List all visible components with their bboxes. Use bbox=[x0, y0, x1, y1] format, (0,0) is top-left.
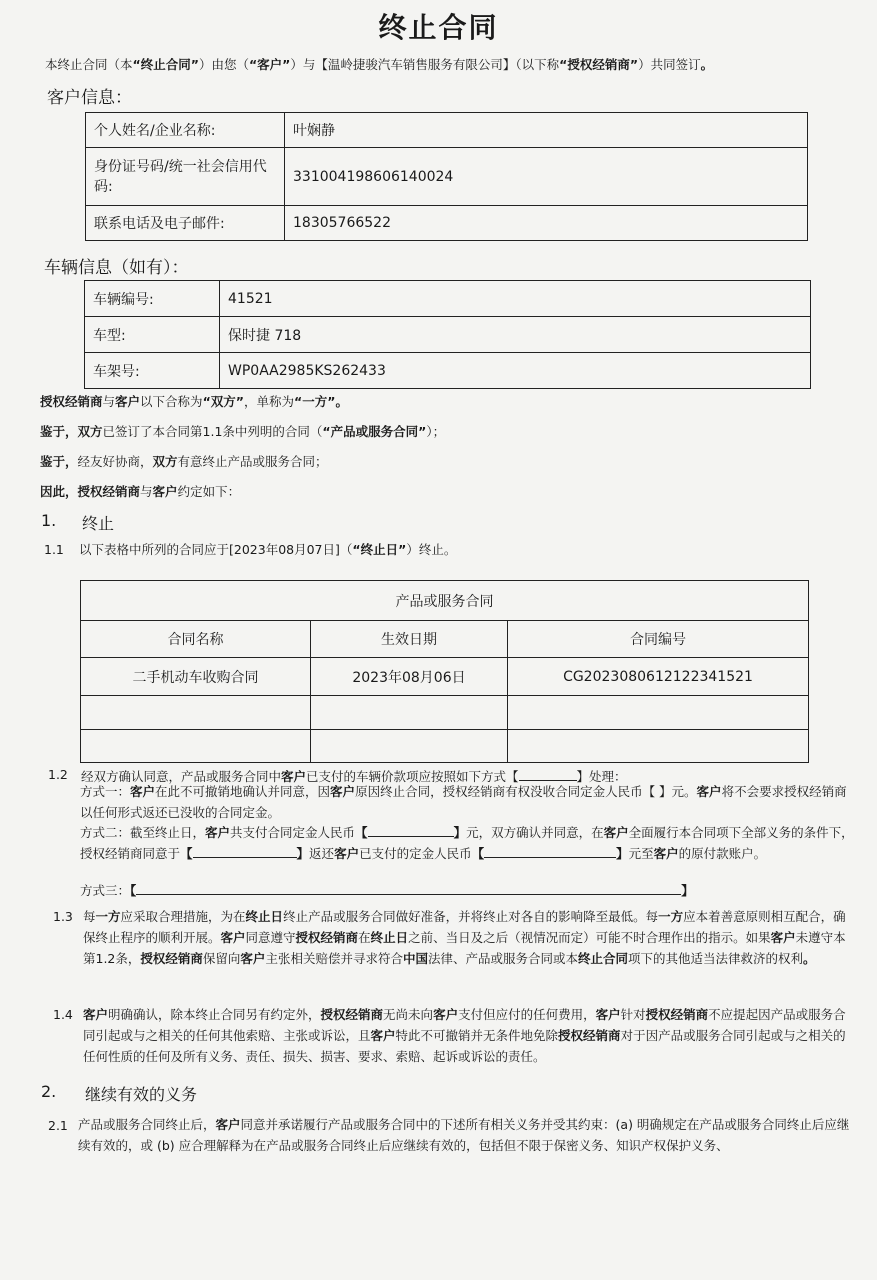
therefore-paragraph: 因此，授权经销商与客户约定如下： bbox=[40, 484, 241, 499]
whereas-1: 鉴于，双方已签订了本合同第1.1条中列明的合同（“产品或服务合同”）； bbox=[40, 424, 446, 439]
whereas-2: 鉴于，经友好协商，双方有意终止产品或服务合同； bbox=[40, 454, 328, 469]
blank-field bbox=[519, 766, 577, 781]
table-cell bbox=[311, 696, 508, 730]
clause-1-1-text: 以下表格中所列的合同应于[2023年08月07日]（“终止日”）终止。 bbox=[79, 542, 457, 557]
option-2-text: 方式二：截至终止日，客户共支付合同定金人民币【 】元，双方确认并同意，在客户全面履行本合同项下全部义务的条件下，授权经销商同意于【 】返还客户已支付的定金人民币【 】元至客户的原付款账户。 bbox=[80, 822, 855, 864]
clause-2-1-number: 2.1 bbox=[48, 1118, 68, 1133]
clause-1-1-number: 1.1 bbox=[44, 542, 64, 557]
customer-info-table bbox=[85, 112, 808, 241]
table-cell bbox=[81, 696, 311, 730]
vehicle-info-table bbox=[84, 280, 811, 389]
vehicle-model-value: 保时捷 718 bbox=[220, 317, 811, 353]
clause-1-2-number: 1.2 bbox=[48, 767, 68, 782]
table-cell: CG2023080612122341521 bbox=[508, 658, 809, 696]
blank-field bbox=[136, 880, 681, 895]
column-header-effective-date: 生效日期 bbox=[311, 621, 508, 658]
section-1-title: 终止 bbox=[82, 514, 115, 533]
table-cell bbox=[81, 730, 311, 763]
table-cell bbox=[311, 730, 508, 763]
table-cell bbox=[508, 696, 809, 730]
table-row bbox=[81, 658, 809, 696]
clause-1-2-text: 经双方确认同意，产品或服务合同中客户已支付的车辆价款项应按照如下方式【 】处理： bbox=[81, 766, 627, 786]
contracts-table-title: 产品或服务合同 bbox=[81, 581, 809, 621]
table-cell bbox=[508, 730, 809, 763]
vehicle-number-value: 41521 bbox=[220, 281, 811, 317]
vehicle-model-label: 车型: bbox=[85, 317, 220, 353]
clause-1-3-number: 1.3 bbox=[53, 909, 73, 924]
blank-field bbox=[193, 843, 297, 858]
option-3-text: 方式三：【 】 bbox=[80, 880, 694, 900]
vehicle-vin-value: WP0AA2985KS262433 bbox=[220, 353, 811, 389]
customer-contact-label: 联系电话及电子邮件: bbox=[86, 206, 285, 241]
vehicle-vin-label: 车架号: bbox=[85, 353, 220, 389]
blank-field bbox=[484, 843, 616, 858]
parties-paragraph: 授权经销商与客户以下合称为“双方”，单称为“一方”。 bbox=[40, 394, 348, 409]
intro-paragraph: 本终止合同（本“终止合同”）由您（“客户”）与【温岭捷骏汽车销售服务有限公司】（以下称“授权经销商”）共同签订。 bbox=[45, 57, 714, 72]
document-title: 终止合同 bbox=[378, 11, 499, 44]
table-row bbox=[81, 696, 809, 730]
clause-1-4-text: 客户明确确认，除本终止合同另有约定外，授权经销商无尚未向客户支付但应付的任何费用，客户针对授权经销商不应提起因产品或服务合同引起或与之相关的任何其他索赔、主张或诉讼，且客户特此不可撤销并无条件地免除授权经销商对于因产品或服务合同引起或与之相关的任何性质的任何及所有义务、责任、损失、损害、要求、索赔、起诉或诉讼的责任。 bbox=[83, 1007, 846, 1064]
customer-name-label: 个人姓名/企业名称: bbox=[86, 113, 285, 148]
table-row bbox=[81, 730, 809, 763]
vehicle-info-heading: 车辆信息（如有）： bbox=[44, 258, 189, 278]
option-1-text: 方式一：客户在此不可撤销地确认并同意，因客户原因终止合同，授权经销商有权没收合同定金人民币【 】元。客户将不会要求授权经销商以任何形式返还已没收的合同定金。 bbox=[80, 784, 847, 820]
customer-id-label: 身份证号码/统一社会信用代码: bbox=[86, 148, 285, 206]
customer-id-value: 331004198606140024 bbox=[285, 148, 808, 206]
clause-1-4-number: 1.4 bbox=[53, 1007, 73, 1022]
clause-2-1-text: 产品或服务合同终止后，客户同意并承诺履行产品或服务合同中的下述所有相关义务并受其约束：(a) 明确规定在产品或服务合同终止后应继续有效的，或 (b) 应合理解释为在产品或服务合同终止后应继续有效的，包括但不限于保密义务、知识产权保护义务、 bbox=[78, 1117, 850, 1153]
section-2-number: 2. bbox=[41, 1082, 57, 1101]
customer-info-heading: 客户信息： bbox=[47, 88, 132, 108]
section-2-title: 继续有效的义务 bbox=[85, 1085, 198, 1104]
table-cell: 二手机动车收购合同 bbox=[81, 658, 311, 696]
vehicle-number-label: 车辆编号: bbox=[85, 281, 220, 317]
customer-name-value: 叶娴静 bbox=[285, 113, 808, 148]
table-cell: 2023年08月06日 bbox=[311, 658, 508, 696]
contracts-table bbox=[80, 580, 809, 763]
customer-contact-value: 18305766522 bbox=[285, 206, 808, 241]
column-header-contract-name: 合同名称 bbox=[81, 621, 311, 658]
column-header-contract-number: 合同编号 bbox=[508, 621, 809, 658]
blank-field bbox=[368, 822, 454, 837]
section-1-number: 1. bbox=[41, 511, 57, 530]
clause-1-3-text: 每一方应采取合理措施，为在终止日终止产品或服务合同做好准备，并将终止对各自的影响降至最低。每一方应本着善意原则相互配合，确保终止程序的顺利开展。客户同意遵守授权经销商在终止日之前、当日及之后（视情况而定）可能不时合理作出的指示。如果客户未遵守本第1.2条，授权经销商保留向客户主张相关赔偿并寻求符合中国法律、产品或服务合同或本终止合同项下的其他适当法律救济的权利。 bbox=[83, 909, 846, 966]
